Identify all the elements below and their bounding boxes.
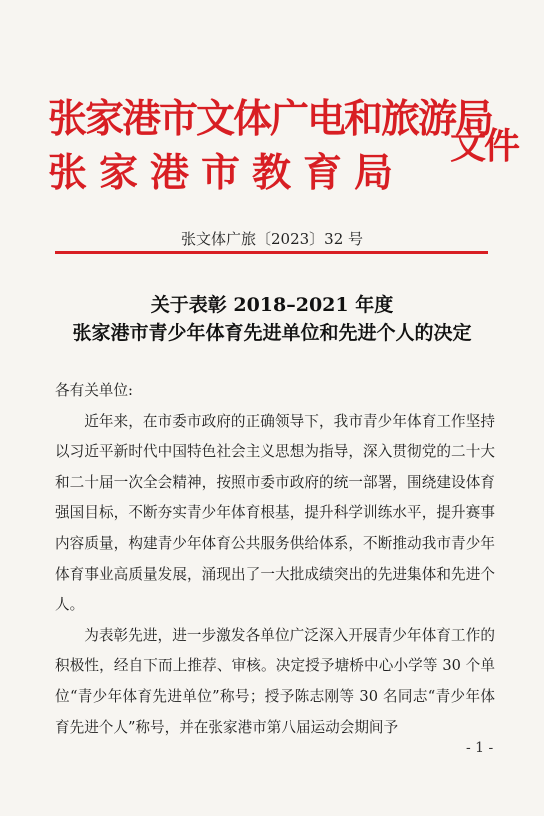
- body-paragraph-2: 为表彰先进，进一步激发各单位广泛深入开展青少年体育工作的积极性，经自下而上推荐、审核。决定授予塘桥中心小学等 30 个单位“青少年体育先进单位”称号；授予陈志刚等 30 名同志“青少年体育先进个人”称号，并在张家港市第八届运动会期间予: [55, 626, 495, 736]
- document-type-label: 文件: [450, 125, 519, 167]
- letterhead: [48, 88, 519, 198]
- issuer-name-line1: 张家港市文体广电和旅游局: [48, 96, 493, 142]
- document-body: [55, 376, 495, 743]
- salutation: 各有关单位:: [55, 382, 133, 399]
- page-number: - 1 -: [466, 740, 494, 756]
- document-title-line2: 张家港市青少年体育先进单位和先进个人的决定: [72, 322, 472, 344]
- issuer-name-line2: 张家港市教育局: [48, 150, 406, 196]
- red-divider-line: [55, 251, 488, 254]
- document-title-line1: 关于表彰 2018–2021 年度: [150, 294, 394, 316]
- document-number: 张文体广旅〔2023〕32 号: [180, 230, 364, 248]
- body-paragraph-1: 近年来，在市委市政府的正确领导下，我市青少年体育工作坚持以习近平新时代中国特色社会主义思想为指导，深入贯彻党的二十大和二十届一次全会精神，按照市委市政府的统一部署，围绕建设体育强国目标，不断夯实青少年体育根基，提升科学训练水平，提升赛事内容质量，构建青少年体育公共服务供给体系，不断推动我市青少年体育事业高质量发展，涌现出了一大批成绩突出的先进集体和先进个人。: [55, 412, 495, 614]
